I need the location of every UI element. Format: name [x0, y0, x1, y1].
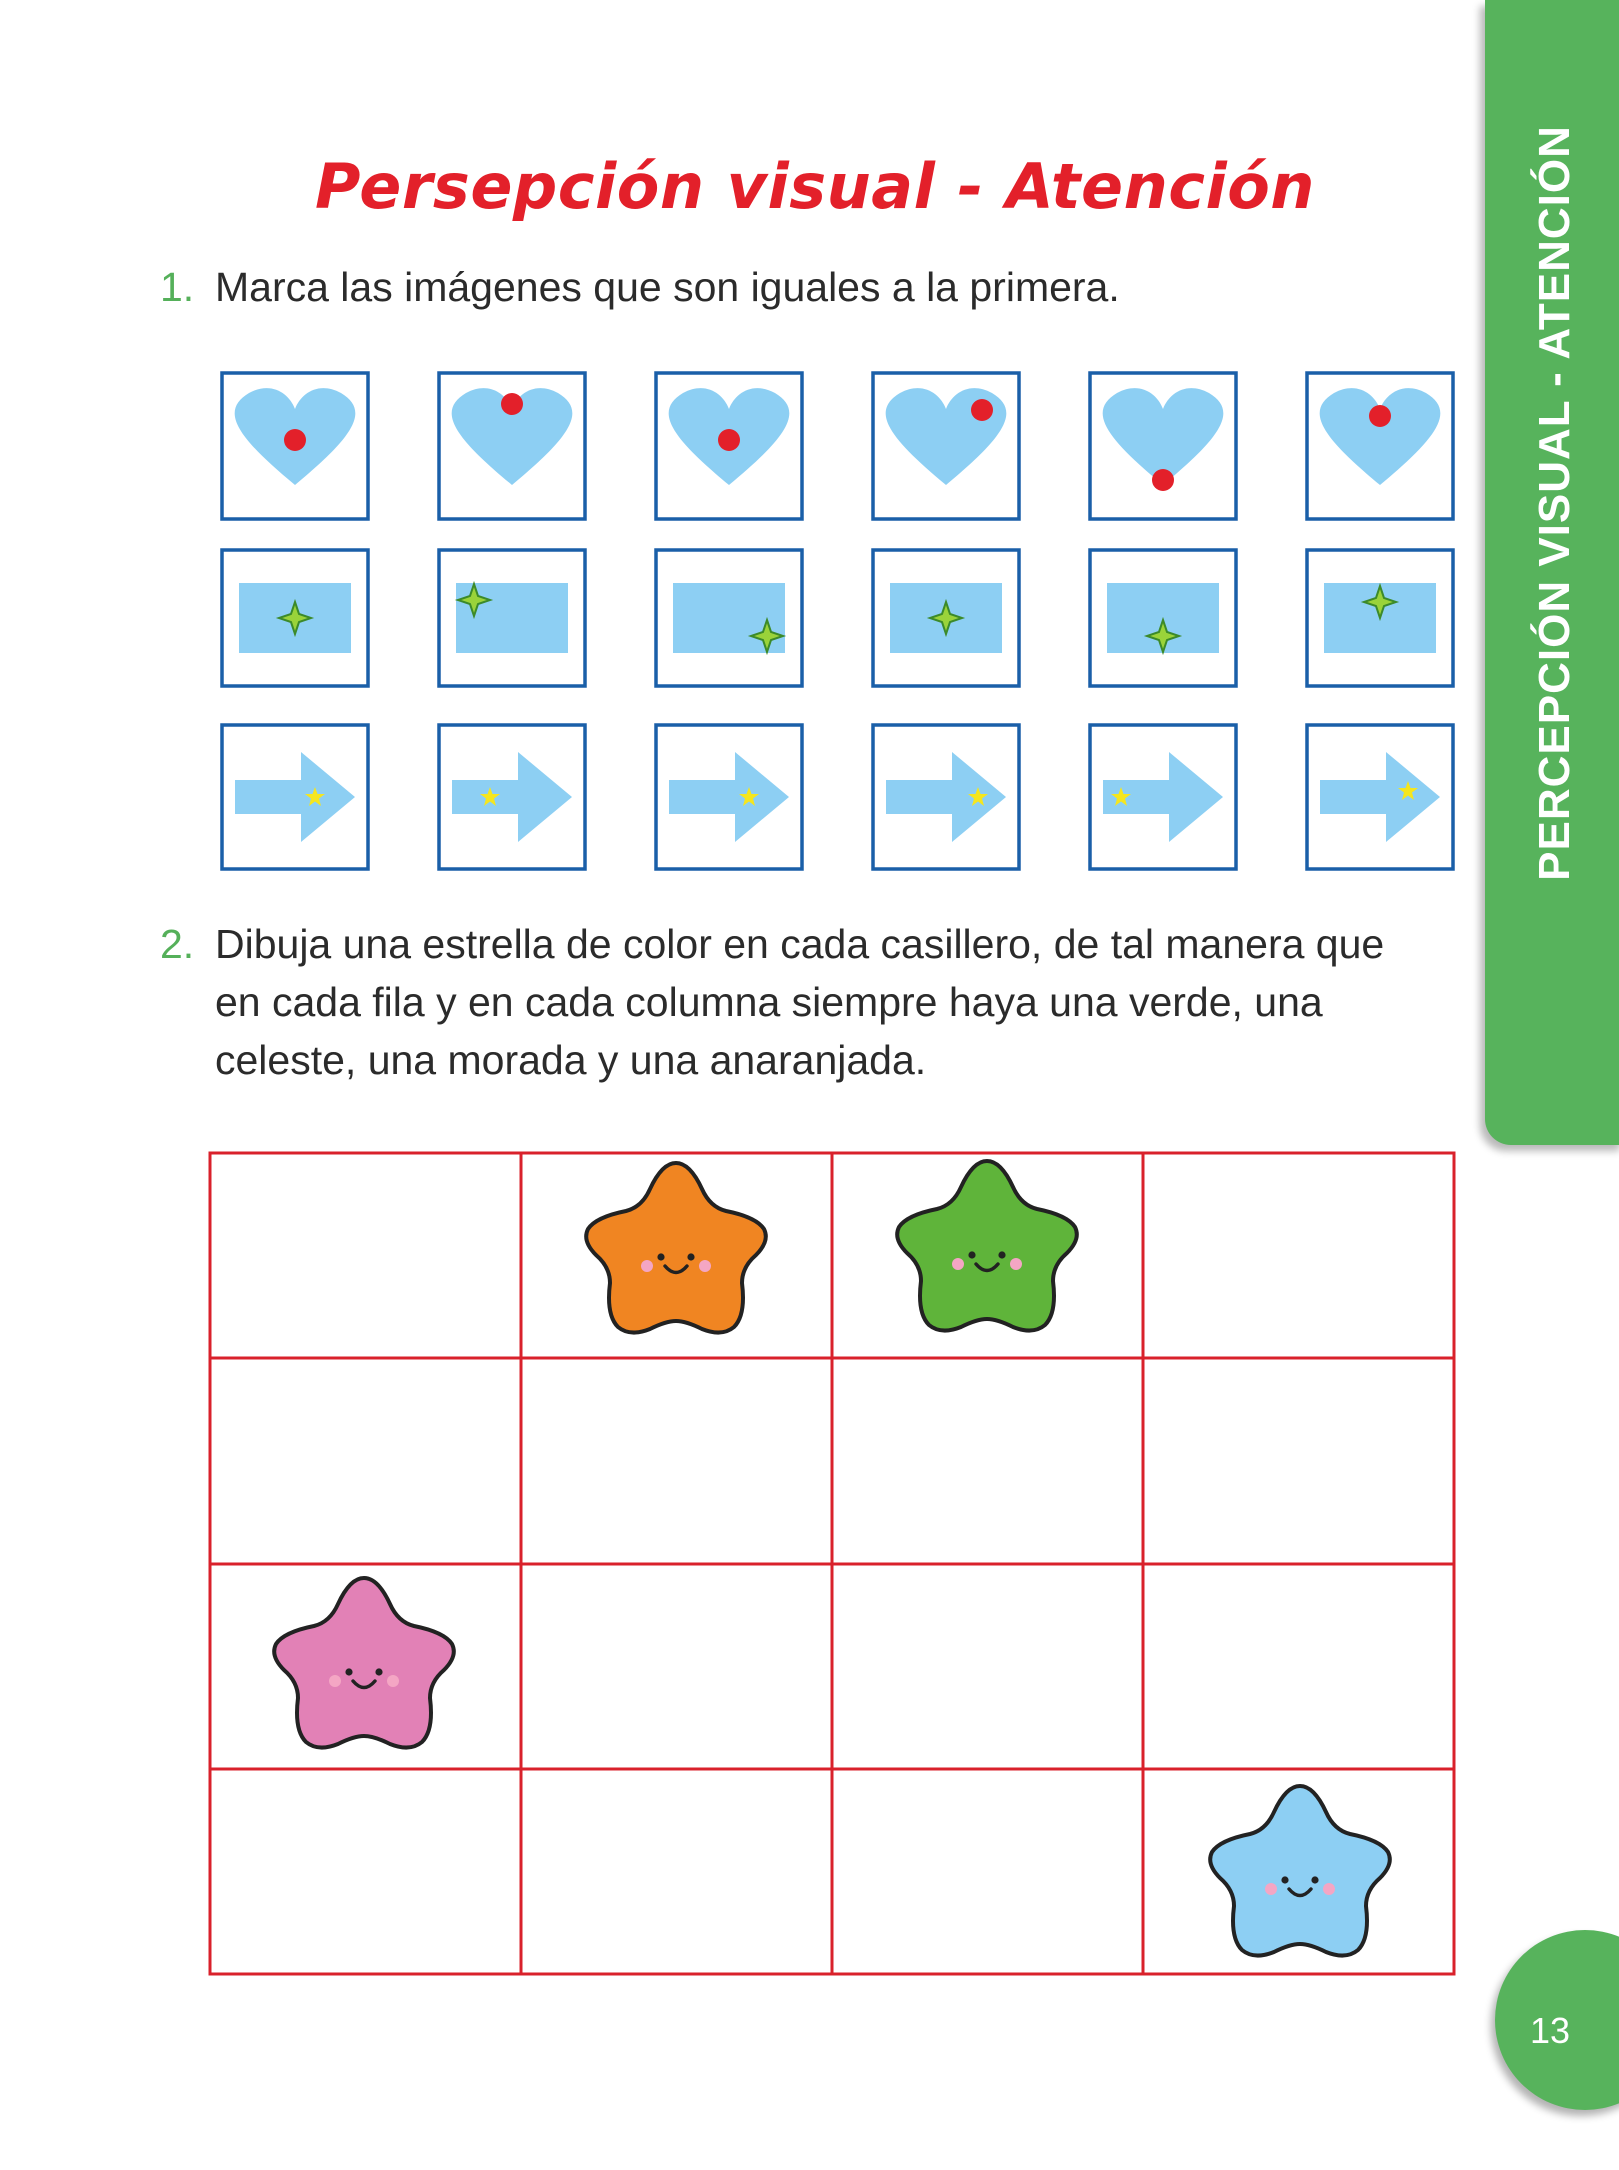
exercise-1-figures	[0, 0, 1619, 900]
rectangle-figure[interactable]	[1307, 550, 1453, 686]
page-number: 13	[1529, 2010, 1571, 2051]
heart-figure[interactable]	[439, 373, 585, 519]
figure-row-rectangles	[222, 550, 1453, 686]
arrow-figure[interactable]	[656, 725, 802, 869]
arrow-figure[interactable]	[439, 725, 585, 869]
page-title: Persepción visual - Atención	[315, 150, 1315, 223]
heart-figure[interactable]	[656, 373, 802, 519]
red-dot-icon	[501, 393, 523, 415]
red-dot-icon	[718, 429, 740, 451]
light-blue-star-icon	[1210, 1786, 1390, 1956]
section-tab-label: PERCEPCIÓN VISUAL - ATENCIÓN	[1530, 124, 1580, 881]
exercise-2-number: 2.	[160, 921, 195, 967]
heart-figure[interactable]	[873, 373, 1019, 519]
exercise-2-text: Dibuja una estrella de color en cada casillero, de tal manera que en cada fila y en cada columna siempre haya una verde, una celeste, una morada y una anaranjada.	[215, 921, 1385, 1083]
red-dot-icon	[284, 429, 306, 451]
heart-figure[interactable]	[222, 373, 368, 519]
rectangle-figure[interactable]	[439, 550, 585, 686]
figure-row-hearts	[222, 373, 1453, 519]
arrow-figure[interactable]	[222, 725, 368, 869]
exercise-1-number: 1.	[160, 264, 195, 310]
red-dot-icon	[971, 399, 993, 421]
arrow-figure[interactable]	[873, 725, 1019, 869]
arrow-figure[interactable]	[1307, 725, 1453, 869]
green-star-icon	[897, 1161, 1077, 1331]
red-dot-icon	[1369, 405, 1391, 427]
orange-star-icon	[586, 1163, 766, 1333]
heart-figure[interactable]	[1307, 373, 1453, 519]
figure-row-arrows	[222, 725, 1453, 869]
rectangle-figure[interactable]	[873, 550, 1019, 686]
exercise-1-text: Marca las imágenes que son iguales a la primera.	[215, 264, 1120, 310]
heart-figure[interactable]	[1090, 373, 1236, 519]
arrow-figure[interactable]	[1090, 725, 1236, 869]
exercise-2-instruction	[160, 915, 1430, 1089]
rectangle-figure[interactable]	[1090, 550, 1236, 686]
red-dot-icon	[1152, 469, 1174, 491]
rectangle-figure[interactable]	[656, 550, 802, 686]
pink-star-icon	[274, 1578, 454, 1748]
rectangle-figure[interactable]	[222, 550, 368, 686]
